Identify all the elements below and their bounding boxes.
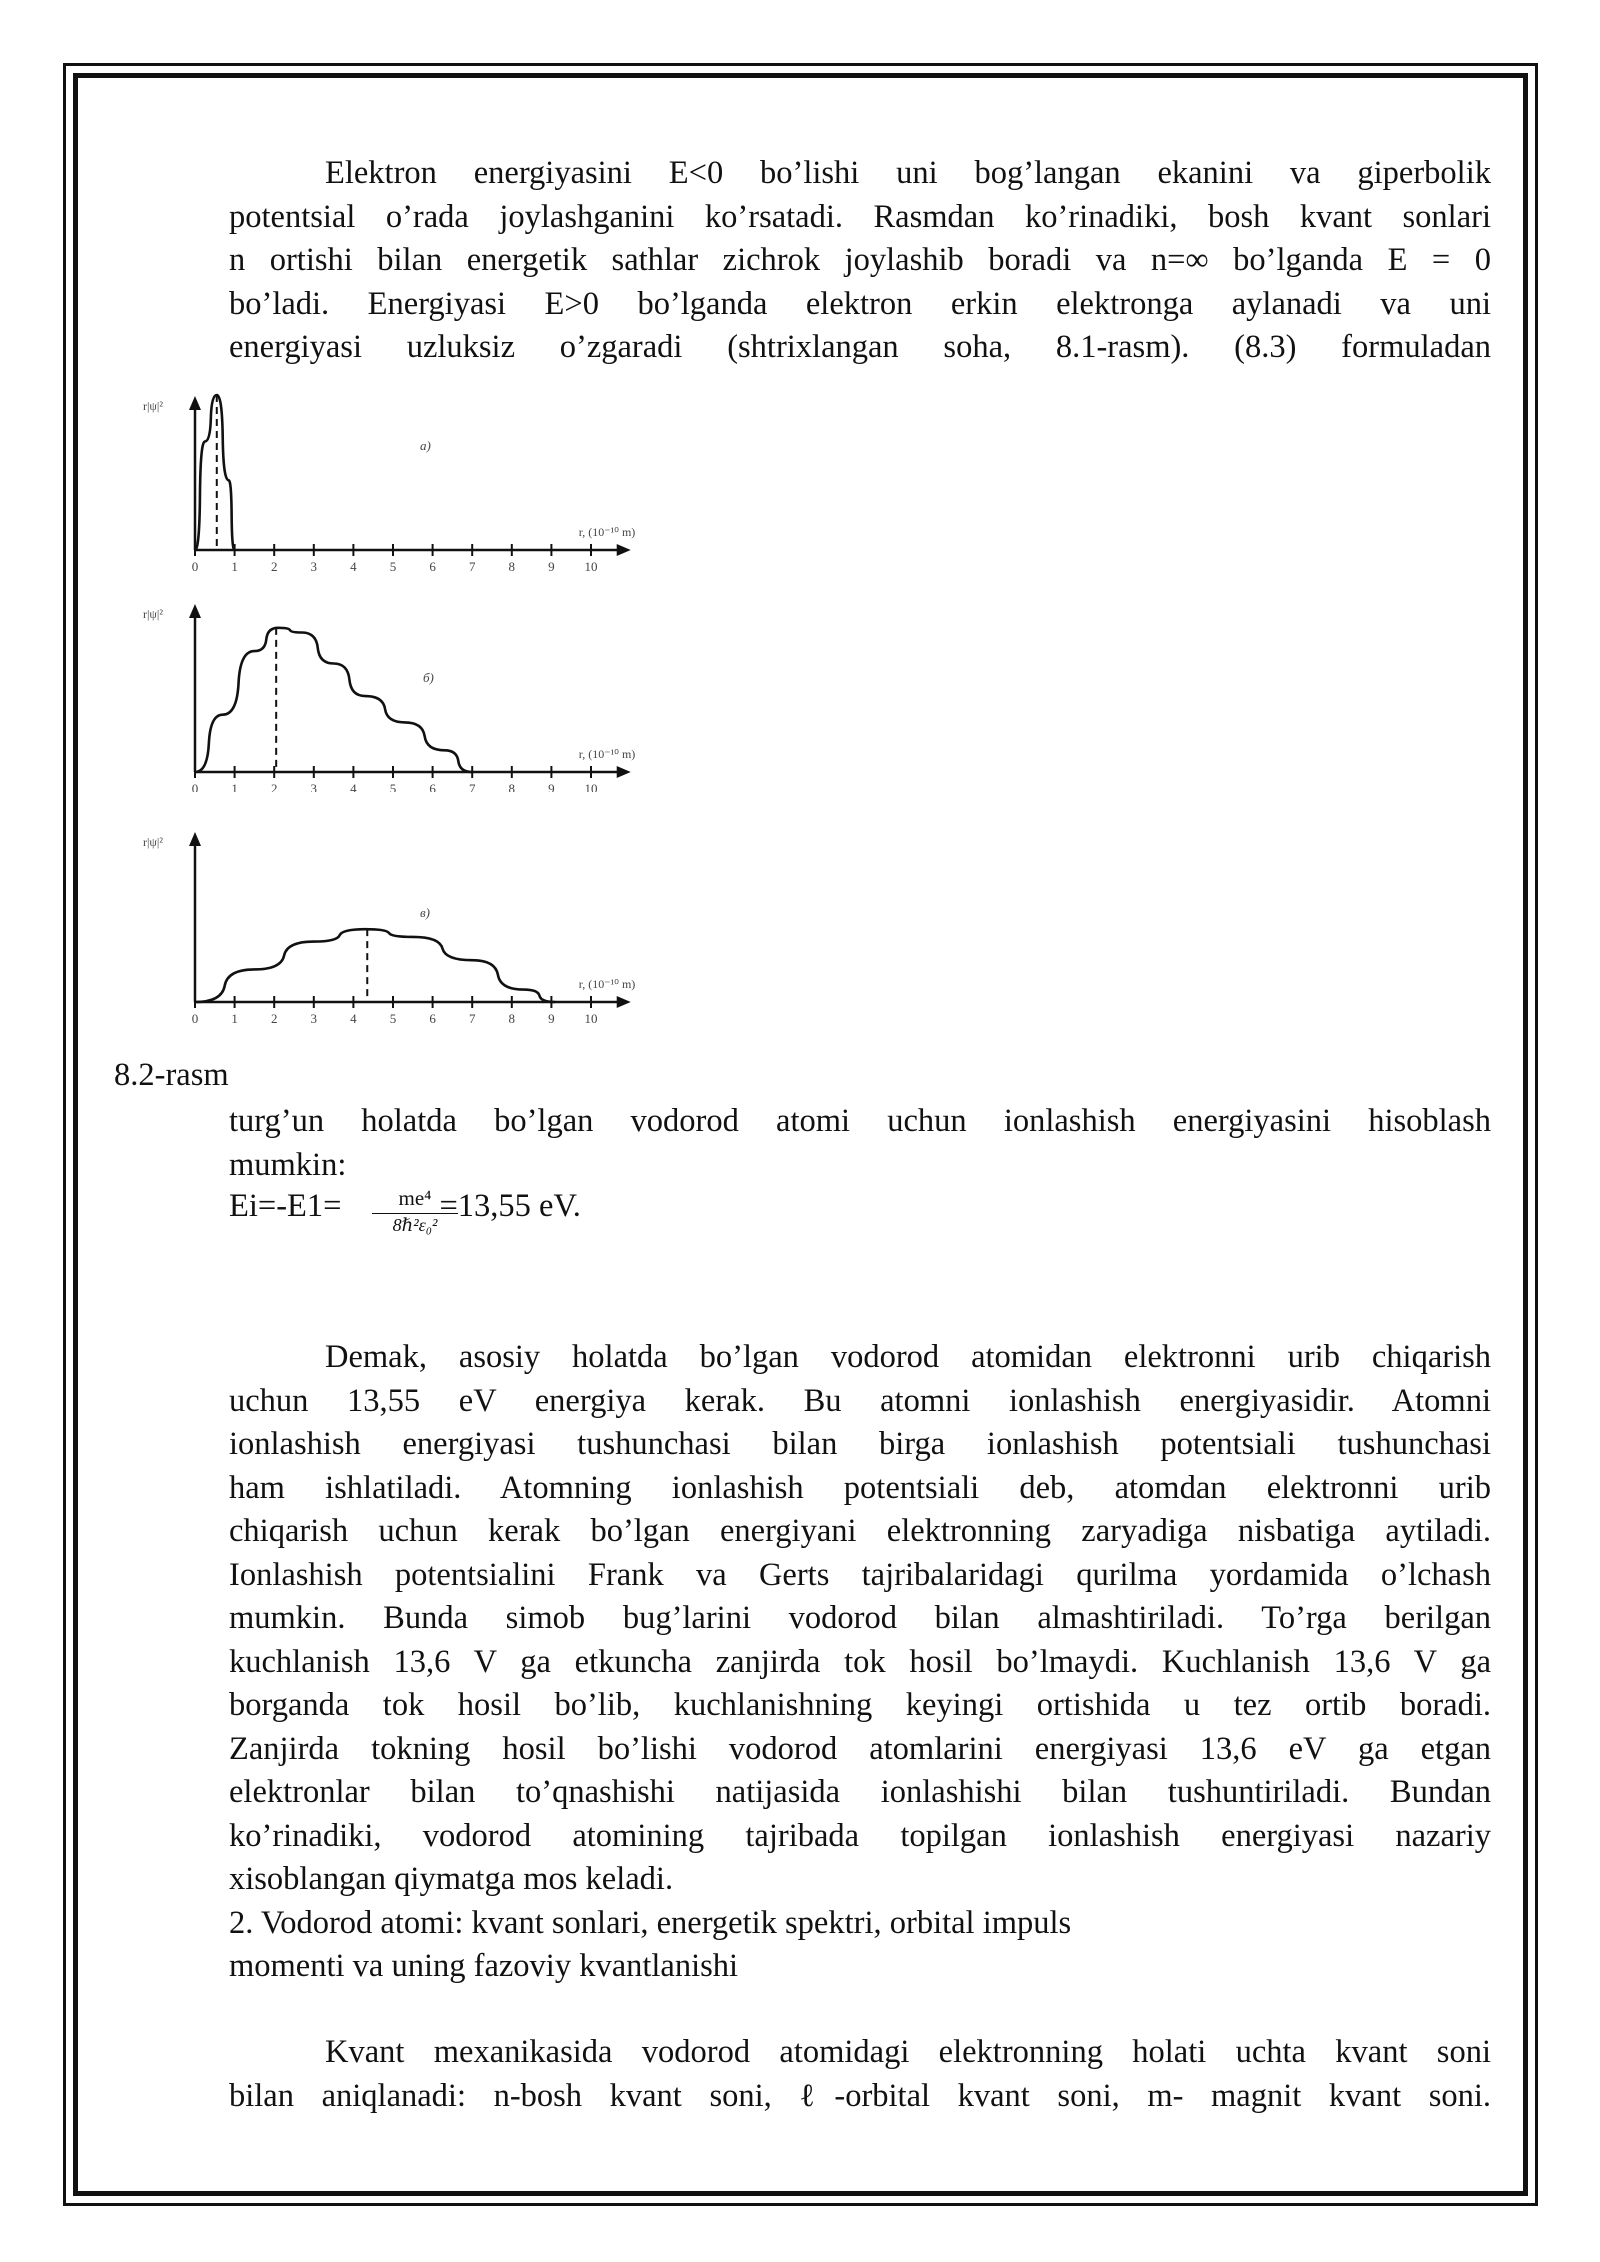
x-tick-label: 7 bbox=[468, 1011, 476, 1026]
x-tick-label: 6 bbox=[429, 1011, 436, 1026]
x-tick-label: 2 bbox=[270, 1011, 278, 1026]
paragraph-line: Zanjirda tokning hosil bo’lishi vodorod atomlarini energiyasi 13,6 eV ga etgan bbox=[229, 1730, 1491, 1767]
paragraph-line: Ionlashish potentsialini Frank va Gerts tajribalaridagi qurilma yordamida o’lchash bbox=[229, 1556, 1491, 1593]
paragraph-line: n ortishi bilan energetik sathlar zichrok joylashib boradi va n=∞ bo’lganda E = 0 bbox=[229, 242, 1491, 278]
radial-probability-plot-b bbox=[140, 592, 660, 792]
paragraph-1 bbox=[229, 152, 1491, 370]
figure-caption: 8.2-rasm bbox=[114, 1057, 229, 1093]
x-tick-label: 0 bbox=[191, 1011, 199, 1026]
panel-label: б) bbox=[423, 670, 434, 685]
x-tick-label: 3 bbox=[310, 559, 318, 574]
y-axis-arrow bbox=[189, 832, 201, 846]
x-tick-label: 3 bbox=[310, 1011, 318, 1026]
paragraph-line: potentsial o’rada joylashganini ko’rsatadi. Rasmdan ko’rinadiki, bosh kvant sonlari bbox=[229, 198, 1491, 235]
paragraph-3 bbox=[229, 1336, 1491, 1902]
x-tick-label: 5 bbox=[389, 559, 397, 574]
x-tick-label: 9 bbox=[548, 559, 555, 574]
x-tick-label: 8 bbox=[508, 1011, 516, 1026]
paragraph-line: ko’rinadiki, vodorod atomining tajribada topilgan ionlashish energiyasi nazariy bbox=[229, 1817, 1491, 1854]
ionization-formula bbox=[229, 1188, 581, 1225]
x-tick-label: 0 bbox=[191, 781, 199, 792]
radial-probability-plot-a bbox=[140, 370, 660, 585]
x-tick-label: 10 bbox=[584, 1011, 598, 1026]
probability-curve bbox=[195, 929, 555, 1002]
panel-label: в) bbox=[420, 905, 430, 920]
paragraph-line: Elektron energiyasini E<0 bo’lishi uni bog’langan ekanini va giperbolik bbox=[325, 155, 1491, 191]
paragraph-line: bilan aniqlanadi: n-bosh kvant soni, ℓ-orbital kvant soni, m- magnit kvant soni. bbox=[229, 2077, 1491, 2114]
x-axis-arrow bbox=[617, 544, 631, 556]
x-tick-label: 7 bbox=[468, 781, 476, 792]
x-tick-label: 8 bbox=[508, 559, 516, 574]
x-tick-label: 5 bbox=[389, 781, 397, 792]
paragraph-line: energiyasi uzluksiz o’zgaradi (shtrixlangan soha, 8.1-rasm). (8.3) formuladan bbox=[229, 329, 1491, 365]
x-tick-label: 1 bbox=[231, 781, 238, 792]
x-tick-label: 4 bbox=[350, 1011, 357, 1026]
x-axis-label: r, (10⁻¹⁰ m) bbox=[578, 525, 636, 539]
x-tick-label: 9 bbox=[548, 1011, 555, 1026]
y-axis-label: r|ψ|² bbox=[143, 399, 163, 413]
section-heading-line-2: momenti va uning fazoviy kvantlanishi bbox=[229, 1948, 739, 1984]
x-axis-arrow bbox=[617, 996, 631, 1008]
paragraph-line: uchun 13,55 eV energiya kerak. Bu atomni ionlashish energiyasidir. Atomni bbox=[229, 1382, 1491, 1419]
formula-numerator: me⁴ bbox=[372, 1186, 458, 1214]
paragraph-line: mumkin. Bunda simob bug’larini vodorod bilan almashtiriladi. To’rga berilgan bbox=[229, 1600, 1491, 1636]
y-axis-arrow bbox=[189, 396, 201, 410]
paragraph-line: Kvant mexanikasida vodorod atomidagi elektronning holati uchta kvant soni bbox=[325, 2034, 1491, 2070]
y-axis-label: r|ψ|² bbox=[143, 607, 163, 621]
x-tick-label: 4 bbox=[350, 559, 357, 574]
x-tick-label: 2 bbox=[270, 781, 278, 792]
x-tick-label: 9 bbox=[548, 781, 555, 792]
x-tick-label: 1 bbox=[231, 559, 238, 574]
radial-probability-plot-c bbox=[140, 822, 660, 1032]
formula-rhs: =13,55 eV. bbox=[439, 1188, 581, 1224]
paragraph-2 bbox=[229, 1100, 1491, 1187]
probability-curve bbox=[195, 628, 472, 772]
x-tick-label: 0 bbox=[191, 559, 199, 574]
x-tick-label: 10 bbox=[584, 781, 598, 792]
x-axis-label: r, (10⁻¹⁰ m) bbox=[578, 977, 636, 991]
y-axis-label: r|ψ|² bbox=[143, 835, 163, 849]
x-tick-label: 2 bbox=[270, 559, 278, 574]
x-axis-arrow bbox=[617, 766, 631, 778]
paragraph-line: kuchlanish 13,6 V ga etkuncha zanjirda tok hosil bo’lmaydi. Kuchlanish 13,6 V ga bbox=[229, 1643, 1491, 1680]
paragraph-line: turg’un holatda bo’lgan vodorod atomi uchun ionlashish energiyasini hisoblash bbox=[229, 1103, 1491, 1139]
paragraph-4 bbox=[229, 2031, 1491, 2118]
paragraph-line: ham ishlatiladi. Atomning ionlashish potentsiali deb, atomdan elektronni urib bbox=[229, 1469, 1491, 1506]
x-tick-label: 3 bbox=[310, 781, 318, 792]
x-tick-label: 4 bbox=[350, 781, 357, 792]
paragraph-line: Demak, asosiy holatda bo’lgan vodorod atomidan elektronni urib chiqarish bbox=[325, 1339, 1491, 1375]
x-tick-label: 8 bbox=[508, 781, 516, 792]
x-tick-label: 6 bbox=[429, 781, 436, 792]
paragraph-line: mumkin: bbox=[229, 1146, 347, 1183]
formula-denominator: 8ℏ²ε₀² bbox=[392, 1215, 438, 1235]
x-axis-label: r, (10⁻¹⁰ m) bbox=[578, 747, 636, 761]
probability-curve bbox=[195, 395, 235, 550]
formula-lhs: Ei=-E1= bbox=[229, 1188, 342, 1224]
panel-label: a) bbox=[420, 438, 431, 453]
paragraph-line: bo’ladi. Energiyasi E>0 bo’lganda elektron erkin elektronga aylanadi va uni bbox=[229, 285, 1491, 322]
paragraph-line: chiqarish uchun kerak bo’lgan energiyani elektronning zaryadiga nisbatiga aytiladi. bbox=[229, 1513, 1491, 1549]
x-tick-label: 1 bbox=[231, 1011, 238, 1026]
paragraph-line: xisoblangan qiymatga mos keladi. bbox=[229, 1861, 674, 1897]
section-heading-line-1: 2. Vodorod atomi: kvant sonlari, energetik spektri, orbital impuls bbox=[229, 1905, 1072, 1941]
x-tick-label: 6 bbox=[429, 559, 436, 574]
paragraph-line: borganda tok hosil bo’lib, kuchlanishning keyingi ortishida u tez ortib boradi. bbox=[229, 1687, 1491, 1723]
x-tick-label: 7 bbox=[468, 559, 476, 574]
paragraph-line: ionlashish energiyasi tushunchasi bilan birga ionlashish potentsiali tushunchasi bbox=[229, 1426, 1491, 1462]
y-axis-arrow bbox=[189, 604, 201, 618]
x-tick-label: 5 bbox=[389, 1011, 397, 1026]
paragraph-line: elektronlar bilan to’qnashishi natijasida ionlashishi bilan tushuntiriladi. Bundan bbox=[229, 1774, 1491, 1810]
x-tick-label: 10 bbox=[584, 559, 598, 574]
